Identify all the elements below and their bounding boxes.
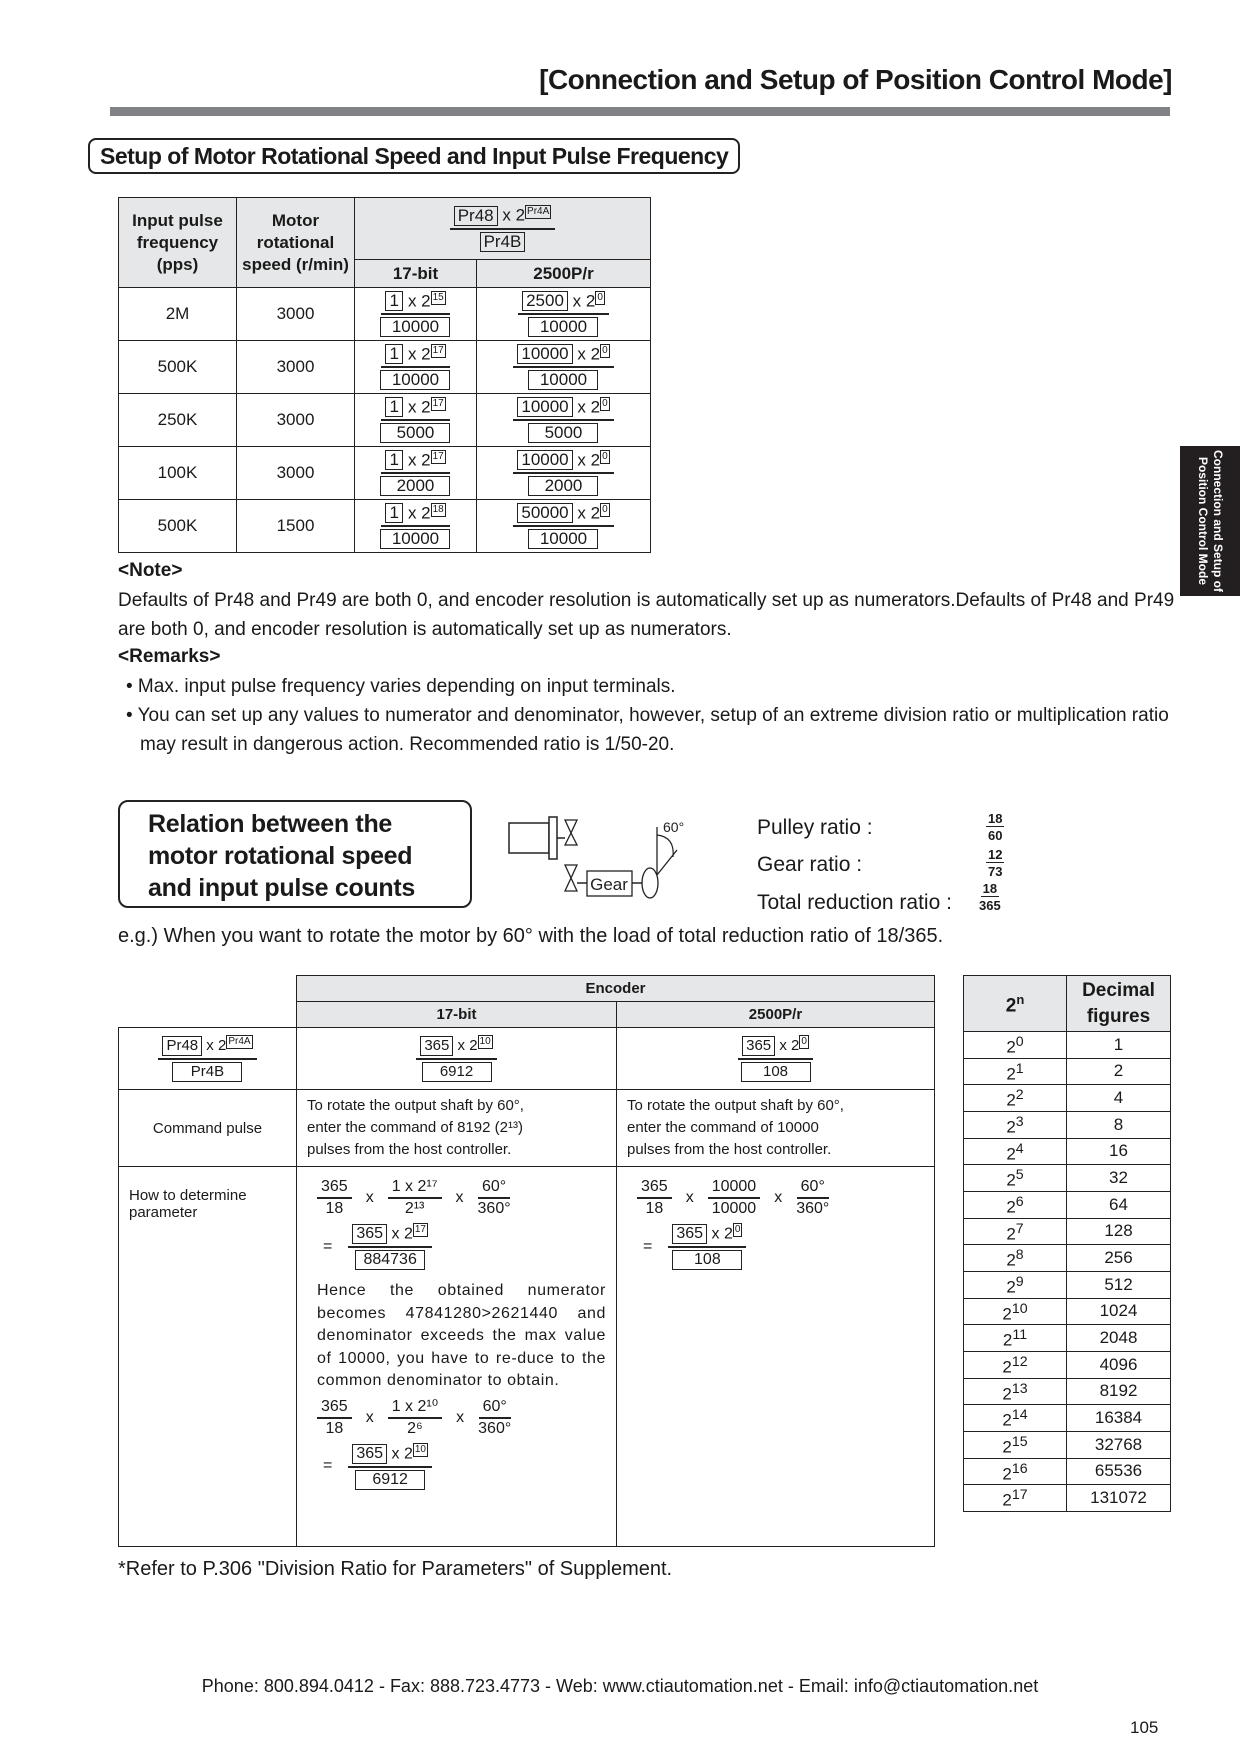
svg-text:Gear: Gear — [590, 875, 628, 894]
table-row: How to determine parameter $\frac{365}{18}$ x $\frac{\text{1 x 2¹⁷}}{\text{2¹³}}$ x $\frac{60^\circ}{360^\circ}$ = $\frac{365 x 2 17}{884736}$ Hence the obtained numerator becomes 47841280>2621440 and denominator exceeds the max value of 10000, you have to re-duce to the common denominator to obtain. $\frac{365}{18}$ x $\frac{\text{1 x 2¹⁰}}{\text{2⁶}}$ x $\frac{60^\circ}{360^\circ}$ = $\frac{365 x 2 10}{6912}$ $\frac{365}{18}$ x $\frac{10000}{10000}$ x $\frac{60^\circ}{360^\circ}$ = $\frac{365 x 2 0}{108}$ — [119, 1167, 935, 1547]
encoder-header: Encoder — [297, 976, 935, 1002]
table-row: $2^6$ 64 — [964, 1191, 1171, 1218]
table-row: $2^{15}$ 32768 — [964, 1431, 1171, 1458]
note-label: <Note> — [118, 560, 183, 581]
table-row: $2^4$ 16 — [964, 1138, 1171, 1165]
remark-item: • You can set up any values to numerator and denominator, however, setup of an extreme division ratio or multiplication ratio may result in dangerous action. Recommended ratio is 1/50-20. — [126, 705, 1169, 755]
powers-of-two-table — [963, 975, 1171, 1512]
side-chapter-tab[interactable] — [1180, 446, 1240, 596]
remarks-label: <Remarks> — [118, 646, 221, 667]
table-row: Command pulse To rotate the output shaft by 60°, enter the command of 8192 (2¹³) pulses from the host controller. To rotate the output shaft by 60°, enter the command of 10000 pulses from the host controller. — [119, 1090, 935, 1167]
table-row: $2^3$ 8 — [964, 1111, 1171, 1138]
col-header-decimal: Decimal figures — [1067, 976, 1171, 1032]
relation-heading-box: Relation between the motor rotational speed and input pulse counts — [118, 800, 472, 908]
pulley-ratio-label: Pulley ratio : — [757, 816, 873, 839]
motor-pulley-gear-diagram-icon — [505, 805, 745, 915]
table-row: $\frac{Pr48 x 2 Pr4A}{Pr4B}$ $\frac{365 x 2 10}{6912}$ $\frac{365 x 2 0}{108}$ — [119, 1028, 935, 1090]
col-header-2500pr: 2500P/r — [617, 1002, 935, 1028]
table-row: $2^{17}$ 131072 — [964, 1485, 1171, 1512]
pulley-ratio-value: $\frac{18}{60}$ — [988, 811, 1003, 843]
side-tab-line2: Position Control Mode — [1196, 457, 1210, 585]
explanation-text: Hence the obtained numerator becomes 47841280>2621440 and denominator exceeds the max value of 10000, you have to re-duce to the common denominator to obtain. — [317, 1282, 606, 1390]
encoder-example-table — [118, 975, 935, 1547]
table-row: 100K 3000 $\frac{1 x 2 17}{2000}$ $\frac{10000 x 2 0}{2000}$ — [119, 447, 651, 500]
gear-ratio-value: $\frac{12}{73}$ — [988, 847, 1003, 879]
table-row: $2^1$ 2 — [964, 1058, 1171, 1085]
header-divider-bar — [110, 107, 1170, 116]
example-text: e.g.) When you want to rotate the motor by 60° with the load of total reduction ratio of 18/365. — [118, 925, 944, 947]
total-ratio-value: $\frac{18}{365}$ — [979, 881, 1001, 913]
table-row: $2^2$ 4 — [964, 1085, 1171, 1112]
col-header-2n: 2$^n$ — [964, 976, 1067, 1032]
col-header-formula: $\frac{Pr48 x 2 Pr4A}{Pr4B}$ — [355, 198, 651, 260]
table-row: $2^{14}$ 16384 — [964, 1405, 1171, 1432]
col-header-input-pulse: Input pulse frequency (pps) — [119, 198, 237, 288]
table-row: 2M 3000 $\frac{1 x 2 15}{10000}$ $\frac{2500 x 2 0}{10000}$ — [119, 288, 651, 341]
section-title: Setup of Motor Rotational Speed and Input Pulse Frequency — [88, 138, 740, 174]
col-header-motor-speed: Motor rotational speed (r/min) — [237, 198, 355, 288]
reference-note: *Refer to P.306 "Division Ratio for Parameters" of Supplement. — [118, 1558, 673, 1580]
table-row: $2^{11}$ 2048 — [964, 1325, 1171, 1352]
table-row: $2^{10}$ 1024 — [964, 1298, 1171, 1325]
footer-contact: Phone: 800.894.0412 - Fax: 888.723.4773 - Web: www.ctiautomation.net - Email: info@ctiautomation.net — [201, 1676, 1039, 1696]
gear-ratio-label: Gear ratio : — [757, 853, 863, 876]
table-row: $2^{13}$ 8192 — [964, 1378, 1171, 1405]
table-row: $2^9$ 512 — [964, 1271, 1171, 1298]
col-header-2500pr: 2500P/r — [476, 260, 650, 288]
col-header-17bit: 17-bit — [297, 1002, 617, 1028]
table-row: 500K 3000 $\frac{1 x 2 17}{10000}$ $\frac{10000 x 2 0}{10000}$ — [119, 341, 651, 394]
table-row: $2^7$ 128 — [964, 1218, 1171, 1245]
table-row: $2^8$ 256 — [964, 1245, 1171, 1272]
remark-item: • Max. input pulse frequency varies depending on input terminals. — [126, 676, 676, 697]
table-row: 500K 1500 $\frac{1 x 2 18}{10000}$ $\frac{50000 x 2 0}{10000}$ — [119, 500, 651, 553]
svg-text:60°: 60° — [663, 819, 685, 835]
col-header-17bit: 17-bit — [355, 260, 477, 288]
page-header-title: [Connection and Setup of Position Control Mode] — [539, 64, 1172, 95]
pulse-frequency-table — [118, 197, 651, 553]
table-row: 250K 3000 $\frac{1 x 2 17}{5000}$ $\frac{10000 x 2 0}{5000}$ — [119, 394, 651, 447]
table-row: $2^0$ 1 — [964, 1032, 1171, 1059]
side-tab-line1: Connection and Setup of — [1211, 450, 1225, 592]
table-row: $2^5$ 32 — [964, 1165, 1171, 1192]
table-row: $2^{16}$ 65536 — [964, 1458, 1171, 1485]
table-row: $2^{12}$ 4096 — [964, 1351, 1171, 1378]
page-number: 105 — [1130, 1718, 1159, 1737]
total-ratio-label: Total reduction ratio : — [757, 891, 952, 914]
note-text: Defaults of Pr48 and Pr49 are both 0, and encoder resolution is automatically set up as numerators.Defaults of Pr48 and Pr49 are both 0, and encoder resolution is automatically set up as numerators. — [118, 590, 1175, 640]
